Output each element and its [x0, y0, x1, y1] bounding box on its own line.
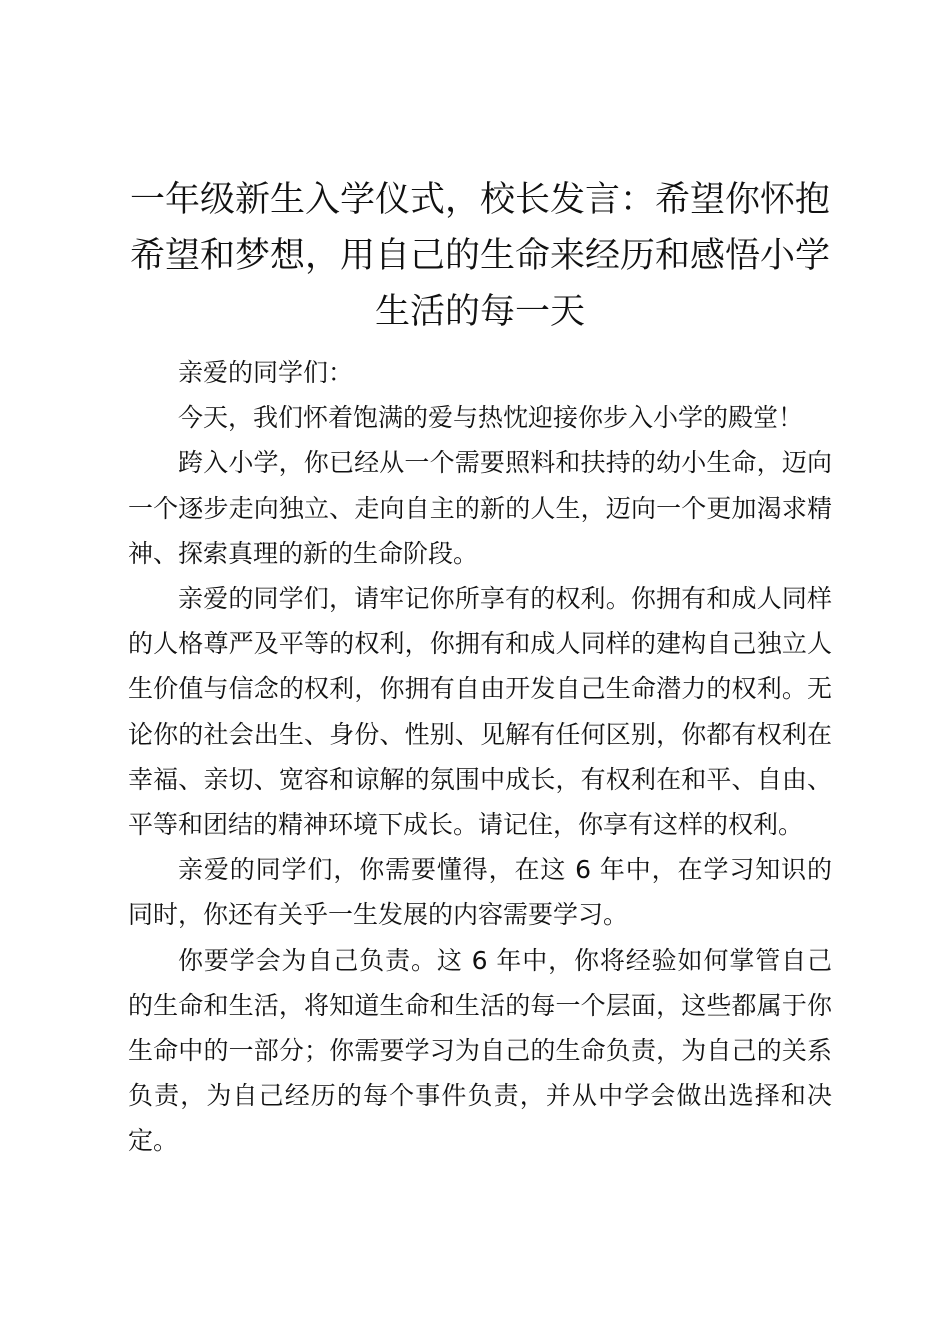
document-body: [128, 350, 832, 1164]
paragraph-welcome: 今天，我们怀着饱满的爱与热忱迎接你步入小学的殿堂！: [178, 403, 804, 433]
paragraph-greeting: 亲爱的同学们：: [178, 358, 354, 387]
document-page: [128, 172, 832, 1164]
document-title: 一年级新生入学仪式，校长发言：希望你怀抱希望和梦想，用自己的生命来经历和感悟小学生活的每一天: [129, 180, 830, 332]
paragraph-responsibility: 你要学会为自己负责。这 6 年中，你将经验如何掌管自己的生命和生活，将知道生命和生活的每一个层面，这些都属于你生命中的一部分；你需要学习为自己的生命负责，为自己的关系负责，为自己经历的每个事件负责，并从中学会做出选择和决定。: [128, 945, 832, 1156]
paragraph-entering-school: 跨入小学，你已经从一个需要照料和扶持的幼小生命，迈向一个逐步走向独立、走向自主的新的人生，迈向一个更加渴求精神、探索真理的新的生命阶段。: [128, 448, 832, 568]
paragraph-rights: 亲爱的同学们，请牢记你所享有的权利。你拥有和成人同样的人格尊严及平等的权利，你拥有和成人同样的建构自己独立人生价值与信念的权利，你拥有自由开发自己生命潜力的权利。无论你的社会出生、身份、性别、见解有任何区别，你都有权利在幸福、亲切、宽容和谅解的氛围中成长，有权利在和平、自由、平等和团结的精神环境下成长。请记住，你享有这样的权利。: [128, 584, 832, 840]
paragraph-learning: 亲爱的同学们，你需要懂得，在这 6 年中，在学习知识的同时，你还有关乎一生发展的内容需要学习。: [128, 855, 832, 930]
